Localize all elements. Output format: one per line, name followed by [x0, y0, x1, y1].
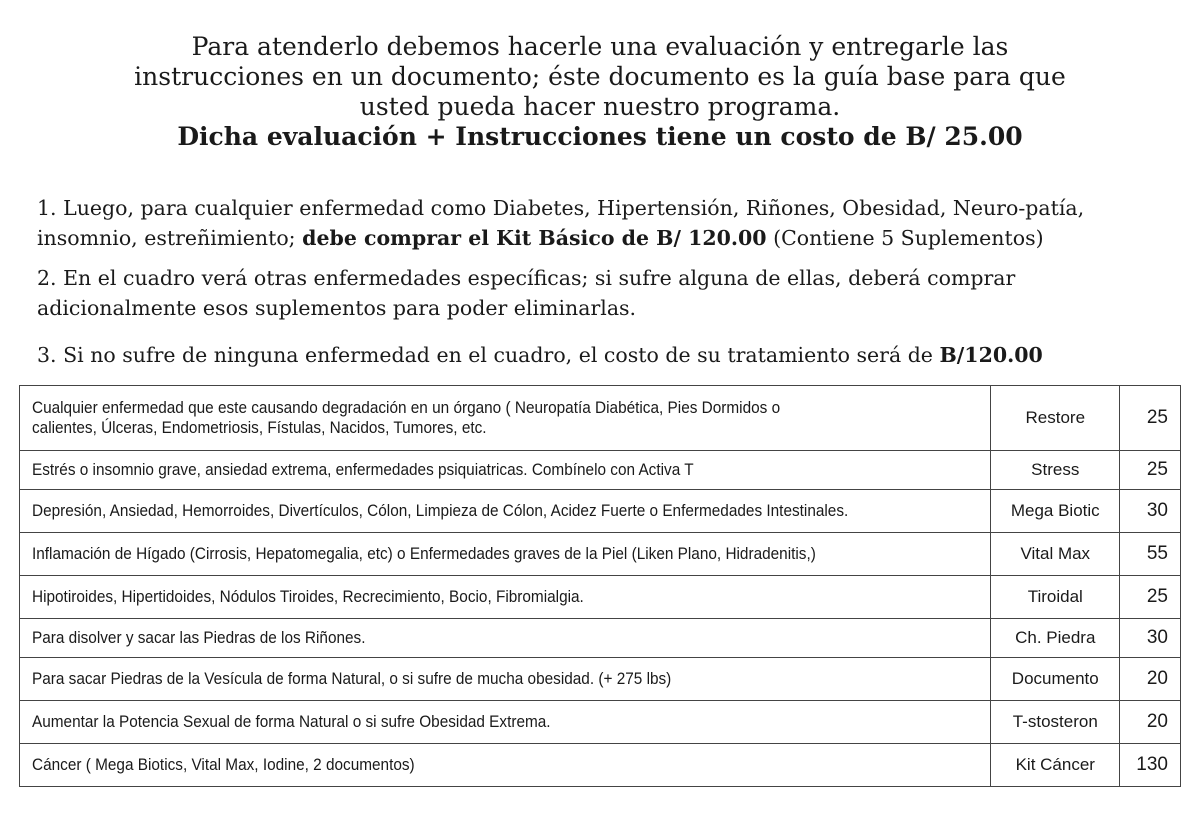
item-text: Luego, para cualquier enfermedad como Diabetes, Hipertensión, Riñones, Obesidad, Neuro-patía, insomnio, estreñimiento;: [37, 196, 1085, 250]
price-cell: 20: [1120, 701, 1181, 744]
item-text: En el cuadro verá otras enfermedades específicas; si sufre alguna de ellas, deberá comprar adicionalmente esos suplementos para poder eliminarlas.: [37, 266, 1016, 320]
instruction-item-3: [37, 340, 1177, 370]
item-text-after: (Contiene 5 Suplementos): [773, 226, 1044, 250]
instruction-item-1: [37, 193, 1177, 253]
description-line: Aumentar la Potencia Sexual de forma Natural o si sufre Obesidad Extrema.: [32, 713, 551, 731]
product-cell: Ch. Piedra: [991, 619, 1120, 658]
description-cell: [20, 744, 991, 787]
description-cell: [20, 576, 991, 619]
instruction-item-2: [37, 263, 1177, 323]
description-cell: [20, 701, 991, 744]
item-number: 2.: [37, 266, 57, 290]
description-line: Inflamación de Hígado (Cirrosis, Hepatomegalia, etc) o Enfermedades graves de la Piel (Liken Plano, Hidradenitis,): [32, 545, 816, 563]
item-number: 1.: [37, 196, 57, 220]
price-cell: 25: [1120, 451, 1181, 490]
description-cell: [20, 533, 991, 576]
product-cell: Documento: [991, 658, 1120, 701]
table-row: [20, 533, 1181, 576]
product-cell: Mega Biotic: [991, 490, 1120, 533]
description-cell: [20, 451, 991, 490]
description-line: Hipotiroides, Hipertidoides, Nódulos Tiroides, Recrecimiento, Bocio, Fibromialgia.: [32, 588, 584, 606]
description-cell: [20, 658, 991, 701]
product-cell: T-stosteron: [991, 701, 1120, 744]
price-cell: 25: [1120, 576, 1181, 619]
product-cell: Vital Max: [991, 533, 1120, 576]
item-text: Si no sufre de ninguna enfermedad en el cuadro, el costo de su tratamiento será de: [63, 343, 933, 367]
table-row: [20, 451, 1181, 490]
description-cell: [20, 490, 991, 533]
product-cell: Restore: [991, 386, 1120, 451]
table-row: [20, 576, 1181, 619]
description-line: Para disolver y sacar las Piedras de los Riñones.: [32, 629, 366, 647]
price-cell: 130: [1120, 744, 1181, 787]
intro-heading: [0, 32, 1200, 152]
table-row: [20, 701, 1181, 744]
intro-line-2: instrucciones en un documento; éste documento es la guía base para que: [134, 62, 1066, 91]
description-line: Depresión, Ansiedad, Hemorroides, Divertículos, Cólon, Limpieza de Cólon, Acidez Fuerte o Enfermedades Intestinales.: [32, 502, 849, 520]
description-cell: [20, 619, 991, 658]
description-line: Estrés o insomnio grave, ansiedad extrema, enfermedades psiquiatricas. Combínelo con Activa T: [32, 461, 694, 479]
intro-line-3: usted pueda hacer nuestro programa.: [359, 92, 841, 121]
table-row: [20, 490, 1181, 533]
table-row: [20, 619, 1181, 658]
price-cell: 25: [1120, 386, 1181, 451]
item-bold-text: debe comprar el Kit Básico de B/ 120.00: [302, 226, 767, 250]
evaluation-cost-line: Dicha evaluación + Instrucciones tiene un costo de B/ 25.00: [177, 122, 1023, 151]
description-cell: [20, 386, 991, 451]
intro-line-1: Para atenderlo debemos hacerle una evaluación y entregarle las: [191, 32, 1009, 61]
supplement-price-table: [19, 385, 1181, 787]
table-row: [20, 658, 1181, 701]
description-line: Cáncer ( Mega Biotics, Vital Max, Iodine, 2 documentos): [32, 756, 415, 774]
price-cell: 55: [1120, 533, 1181, 576]
description-line: Para sacar Piedras de la Vesícula de forma Natural, o si sufre de mucha obesidad. (+ 275 lbs): [32, 670, 672, 688]
table-row: [20, 386, 1181, 451]
item-bold-text: B/120.00: [939, 343, 1043, 367]
price-cell: 30: [1120, 490, 1181, 533]
description-line: calientes, Úlceras, Endometriosis, Fístulas, Nacidos, Tumores, etc.: [32, 419, 487, 437]
item-number: 3.: [37, 343, 57, 367]
price-cell: 30: [1120, 619, 1181, 658]
product-cell: Stress: [991, 451, 1120, 490]
product-cell: Tiroidal: [991, 576, 1120, 619]
price-cell: 20: [1120, 658, 1181, 701]
table-row: [20, 744, 1181, 787]
description-line: Cualquier enfermedad que este causando degradación en un órgano ( Neuropatía Diabética, Pies Dormidos o: [32, 399, 781, 417]
product-cell: Kit Cáncer: [991, 744, 1120, 787]
